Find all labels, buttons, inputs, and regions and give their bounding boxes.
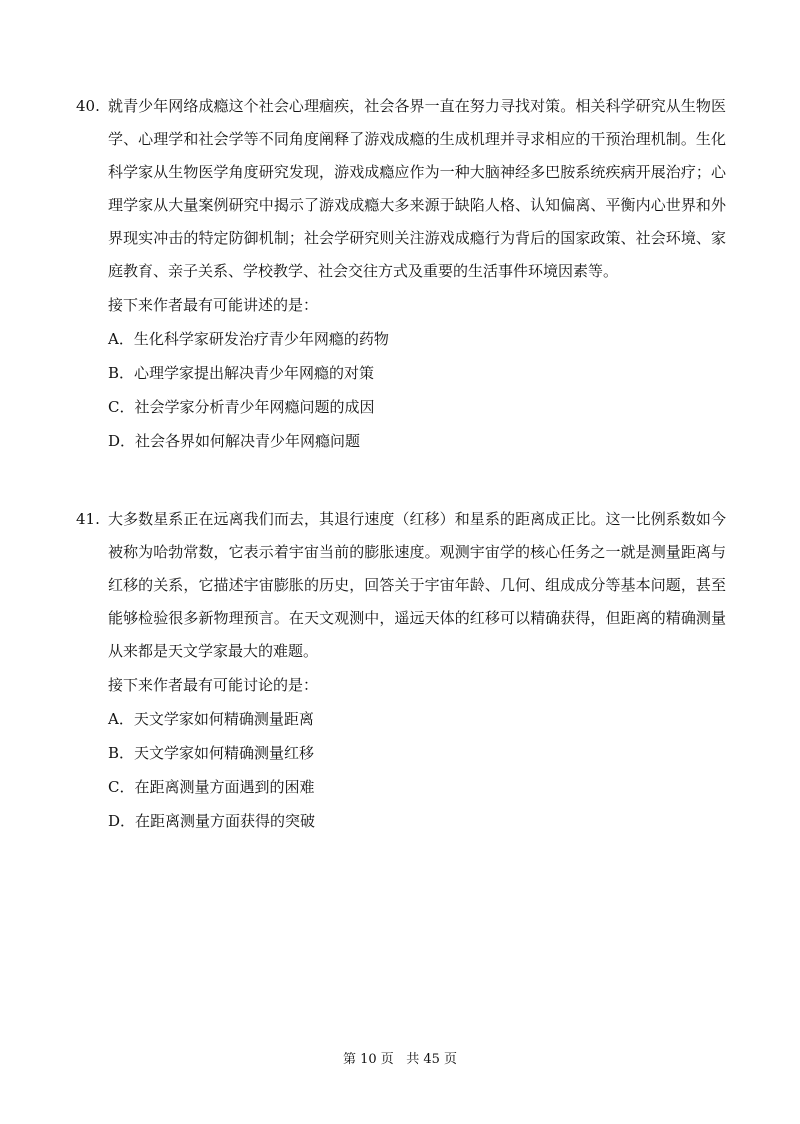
page-number: 第 10 页 [342, 1052, 394, 1067]
option-b: B．心理学家提出解决青少年网瘾的对策 [108, 364, 375, 382]
option-d: D．在距离测量方面获得的突破 [108, 812, 316, 830]
question-41 [76, 503, 726, 838]
question-40 [76, 90, 726, 458]
question-prompt: 接下来作者最有可能讲述的是： [108, 296, 319, 314]
question-prompt: 接下来作者最有可能讨论的是： [108, 676, 319, 694]
question-number: 40. [76, 97, 100, 115]
page-footer [0, 1050, 800, 1070]
option-c: C．社会学家分析青少年网瘾问题的成因 [108, 398, 375, 416]
option-a: A．天文学家如何精确测量距离 [108, 710, 314, 728]
option-d: D．社会各界如何解决青少年网瘾问题 [108, 432, 361, 450]
option-b: B．天文学家如何精确测量红移 [108, 744, 315, 762]
option-c: C．在距离测量方面遇到的困难 [108, 778, 315, 796]
question-number: 41. [76, 510, 100, 528]
question-text: 就青少年网络成瘾这个社会心理痼疾，社会各界一直在努力寻找对策。相关科学研究从生物医学、心理学和社会学等不同角度阐释了游戏成瘾的生成机理并寻求相应的干预治理机制。生化科学家从生物医学角度研究发现，游戏成瘾应作为一种大脑神经多巴胺系统疾病开展治疗；心理学家从大量案例研究中揭示了游戏成瘾大多来源于缺陷人格、认知偏离、平衡内心世界和外界现实冲击的特定防御机制；社会学研究则关注游戏成瘾行为背后的国家政策、社会环境、家庭教育、亲子关系、学校教学、社会交往方式及重要的生活事件环境因素等。 [108, 97, 726, 280]
page-total: 共 45 页 [406, 1052, 458, 1067]
question-text: 大多数星系正在远离我们而去，其退行速度（红移）和星系的距离成正比。这一比例系数如今被称为哈勃常数，它表示着宇宙当前的膨胀速度。观测宇宙学的核心任务之一就是测量距离与红移的关系，它描述宇宙膨胀的历史，回答关于宇宙年龄、几何、组成成分等基本问题，甚至能够检验很多新物理预言。在天文观测中，遥远天体的红移可以精确获得，但距离的精确测量从来都是天文学家最大的难题。 [108, 510, 726, 660]
option-a: A．生化科学家研发治疗青少年网瘾的药物 [108, 330, 389, 348]
